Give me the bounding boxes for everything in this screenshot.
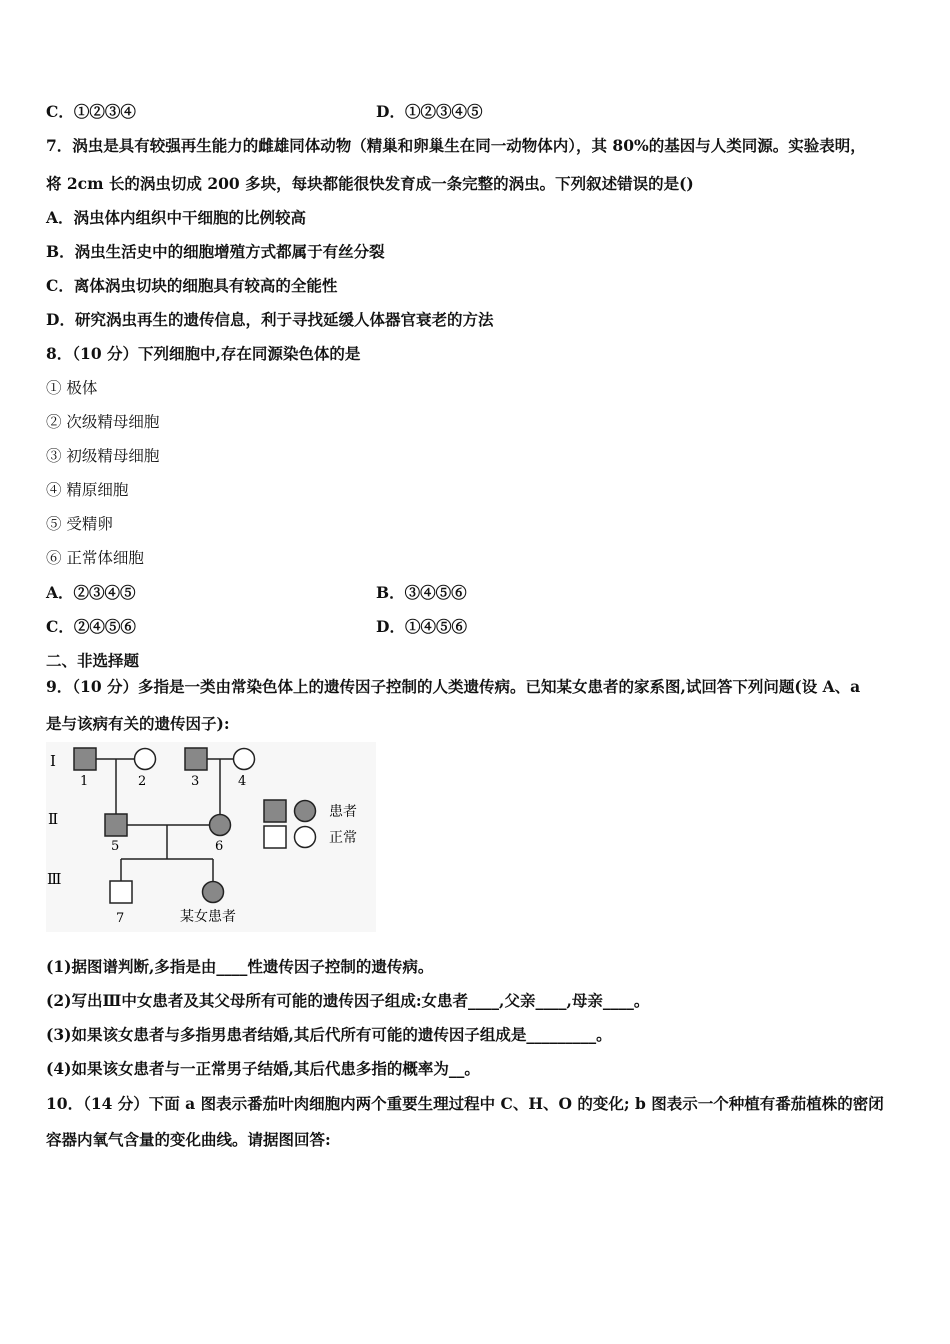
q8-option-b: B．③④⑤⑥ bbox=[376, 583, 467, 602]
q7-option-a: A．涡虫体内组织中干细胞的比例较高 bbox=[46, 208, 307, 227]
q9-sub3: (3)如果该女患者与多指男患者结婚,其后代所有可能的遗传因子组成是_________。 bbox=[46, 1025, 612, 1044]
generation-label-2: Ⅱ bbox=[48, 810, 59, 828]
individual-6-affected-female bbox=[210, 815, 231, 836]
q9-sub4: (4)如果该女患者与一正常男子结婚,其后代患多指的概率为__。 bbox=[46, 1059, 480, 1078]
q6-option-d: D．①②③④⑤ bbox=[376, 102, 483, 121]
legend-affected-label: 患者 bbox=[329, 804, 357, 820]
legend-normal-male bbox=[264, 826, 286, 848]
individual-label-3: 3 bbox=[191, 774, 200, 789]
q9-stem-line2: 是与该病有关的遗传因子): bbox=[46, 714, 230, 733]
individual-label-6: 6 bbox=[215, 839, 224, 854]
q10-stem-line1: 10．（14 分）下面 a 图表示番茄叶肉细胞内两个重要生理过程中 C、H、O 的变化; b 图表示一个种植有番茄植株的密闭 bbox=[46, 1094, 884, 1113]
individual-label-1: 1 bbox=[80, 774, 89, 789]
q9-sub2: (2)写出Ⅲ中女患者及其父母所有可能的遗传因子组成:女患者____,父亲____,母亲____。 bbox=[46, 991, 650, 1010]
individual-label-4: 4 bbox=[238, 774, 247, 789]
q7-stem-line1: 7．涡虫是具有较强再生能力的雌雄同体动物（精巢和卵巢生在同一动物体内），其 80%的基因与人类同源。实验表明， bbox=[46, 136, 866, 155]
legend-normal-female bbox=[295, 827, 316, 848]
individual-label-5: 5 bbox=[111, 839, 120, 854]
individual-5-affected-male bbox=[105, 814, 127, 836]
q10-stem-line2: 容器内氧气含量的变化曲线。请据图回答: bbox=[46, 1130, 331, 1149]
q8-item-5: ⑤ 受精卵 bbox=[46, 515, 113, 533]
proband-label: 某女患者 bbox=[180, 909, 236, 925]
legend-affected-female bbox=[295, 801, 316, 822]
q7-option-c: C．离体涡虫切块的细胞具有较高的全能性 bbox=[46, 276, 338, 295]
q8-item-1: ① 极体 bbox=[46, 379, 98, 397]
generation-label-3: Ⅲ bbox=[47, 870, 62, 888]
pedigree-chart bbox=[46, 742, 376, 932]
legend-affected-male bbox=[264, 800, 286, 822]
q8-option-a: A．②③④⑤ bbox=[46, 583, 136, 602]
q7-option-b: B．涡虫生活史中的细胞增殖方式都属于有丝分裂 bbox=[46, 242, 385, 261]
q8-stem: 8．（10 分）下列细胞中,存在同源染色体的是 bbox=[46, 344, 361, 363]
q8-item-3: ③ 初级精母细胞 bbox=[46, 447, 160, 465]
q6-option-c: C．①②③④ bbox=[46, 102, 136, 121]
q8-item-6: ⑥ 正常体细胞 bbox=[46, 549, 144, 567]
individual-1-affected-male bbox=[74, 748, 96, 770]
q8-item-2: ② 次级精母细胞 bbox=[46, 413, 160, 431]
q7-option-d: D．研究涡虫再生的遗传信息，利于寻找延缓人体器官衰老的方法 bbox=[46, 310, 494, 329]
proband-affected-female bbox=[203, 882, 224, 903]
q9-stem-line1: 9．（10 分）多指是一类由常染色体上的遗传因子控制的人类遗传病。已知某女患者的家系图,试回答下列问题(设 A、a bbox=[46, 677, 861, 696]
q8-option-c: C．②④⑤⑥ bbox=[46, 617, 136, 636]
section-2-title: 二、非选择题 bbox=[46, 651, 140, 670]
q8-option-d: D．①④⑤⑥ bbox=[376, 617, 467, 636]
q9-sub1: (1)据图谱判断,多指是由____性遗传因子控制的遗传病。 bbox=[46, 957, 434, 976]
individual-7-normal-male bbox=[110, 881, 132, 903]
q7-stem-line2: 将 2cm 长的涡虫切成 200 多块，每块都能很快发育成一条完整的涡虫。下列叙述错误的是() bbox=[46, 174, 694, 193]
individual-label-2: 2 bbox=[138, 774, 147, 789]
individual-2-normal-female bbox=[135, 749, 156, 770]
legend-normal-label: 正常 bbox=[329, 830, 357, 846]
q8-item-4: ④ 精原细胞 bbox=[46, 481, 129, 499]
individual-4-normal-female bbox=[234, 749, 255, 770]
individual-3-affected-male bbox=[185, 748, 207, 770]
individual-label-7: 7 bbox=[116, 911, 125, 926]
generation-label-1: Ⅰ bbox=[50, 752, 56, 770]
